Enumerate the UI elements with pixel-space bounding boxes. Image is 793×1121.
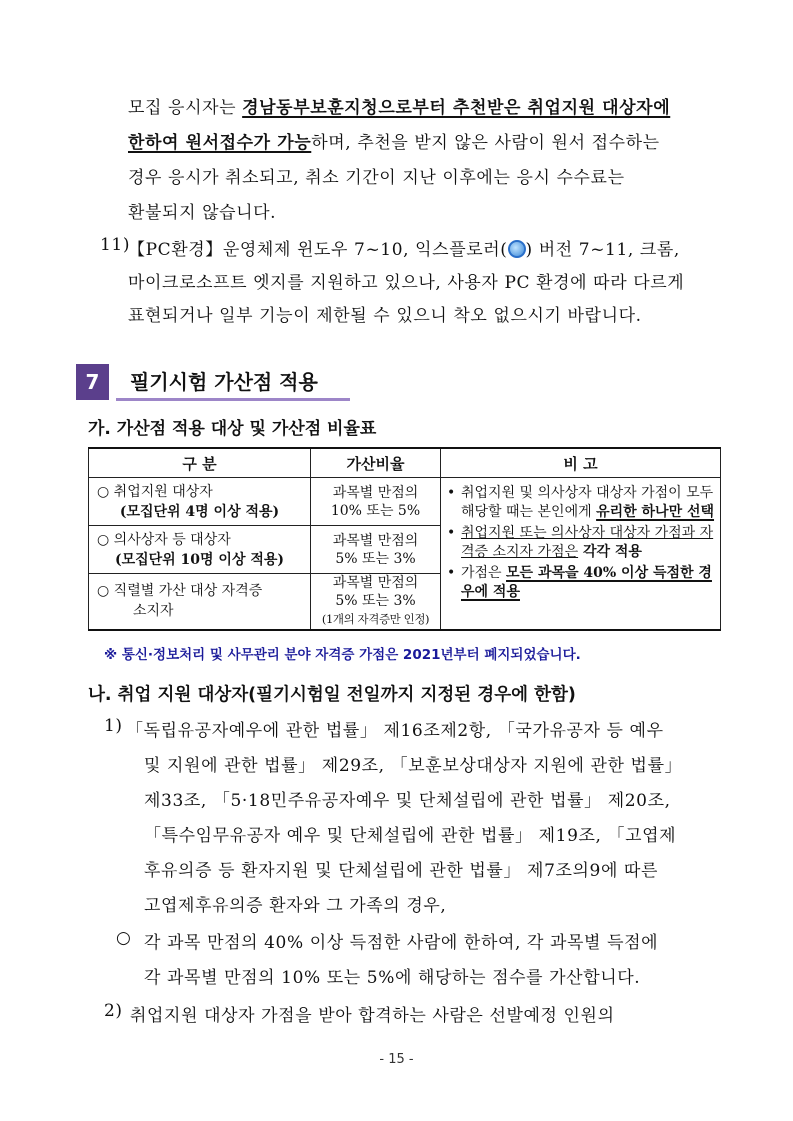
rate-cell — [311, 526, 441, 574]
category-text: ○ 의사상자 등 대상자 — [97, 531, 231, 548]
remark-2 — [445, 524, 716, 562]
rate-cell — [311, 478, 441, 526]
header-remarks: 비 고 — [441, 448, 721, 478]
page-number: - 15 - — [379, 1052, 414, 1067]
section-underline — [116, 398, 350, 401]
circle-line-1: 각 과목 만점의 40% 이상 득점한 사람에 한하여, 각 과목별 득점에 — [144, 933, 659, 953]
bonus-table — [88, 447, 721, 631]
item-11-text-b: ) 버전 7~11, 크롬, — [525, 240, 680, 260]
circle-bullet: ○ — [116, 928, 132, 948]
intro-line-4: 환불되지 않습니다. — [128, 203, 277, 223]
rate-text: 과목별 만점의 — [332, 484, 419, 501]
category-condition: 소지자 — [133, 603, 174, 620]
item-1-line-3: 제33조, 「5·18민주유공자예우 및 단체설립에 관한 법률」 제20조, — [144, 791, 671, 811]
category-condition: (모집단위 10명 이상 적용) — [114, 551, 285, 568]
intro-emphasis: 경남동부보훈지청으로부터 추천받은 취업지원 대상자에 — [242, 98, 671, 118]
remark-3-emphasis: 모든 과목을 40% 이상 득점한 경우에 적용 — [461, 565, 712, 600]
intro-text: 모집 응시자는 — [128, 98, 243, 118]
remark-2-emphasis: 각각 적용 — [578, 544, 642, 560]
remark-1-emphasis: 유리한 하나만 선택 — [596, 504, 715, 520]
item-1-line-2: 및 지원에 관한 법률」 제29조, 「보훈보상대상자 지원에 관한 법률」 — [144, 756, 683, 776]
category-cell — [89, 526, 311, 574]
category-cell — [89, 478, 311, 526]
intro-line-2 — [128, 128, 720, 153]
rate-text: 과목별 만점의 — [332, 575, 419, 592]
item-11-line-3: 표현되거나 일부 기능이 제한될 수 있으니 착오 없으시기 바랍니다. — [128, 306, 642, 326]
item-11-text-a: 【PC환경】운영체제 윈도우 7~10, 익스플로러( — [128, 240, 508, 260]
subheading-b: 나. 취업 지원 대상자(필기시험일 전일까지 지정된 경우에 한함) — [88, 685, 576, 705]
item-1-line-1: 「독립유공자예우에 관한 법률」 제16조제2항, 「국가유공자 등 예우 — [126, 721, 664, 741]
item-11-line-2: 마이크로소프트 엣지를 지원하고 있으나, 사용자 PC 환경에 따라 다르게 — [128, 273, 685, 293]
header-category: 구 분 — [89, 448, 311, 478]
intro-line-3: 경우 응시가 취소되고, 취소 기간이 지난 이후에는 응시 수수료는 — [128, 168, 625, 188]
internet-explorer-icon — [508, 240, 526, 258]
remark-3 — [445, 564, 716, 602]
abolished-note: ※ 통신·정보처리 및 사무관리 분야 자격증 가점은 2021년부터 폐지되었습니다. — [104, 647, 581, 663]
category-text: ○ 취업지원 대상자 — [97, 483, 213, 500]
remark-1 — [445, 484, 716, 522]
table-row — [89, 478, 721, 526]
remark-2-text: 취업지원 또는 의사상자 대상자 가점과 자격증 소지자 가점은 — [461, 525, 714, 560]
item-2-number: 2) — [104, 1001, 123, 1021]
section-number: 7 — [76, 364, 109, 400]
rate-note: (1개의 자격증만 인정) — [321, 612, 430, 627]
header-rate: 가산비율 — [311, 448, 441, 478]
circle-line-2: 각 과목별 만점의 10% 또는 5%에 해당하는 점수를 가산합니다. — [144, 968, 641, 988]
item-1-line-4: 「특수임무유공자 예우 및 단체설립에 관한 법률」 제19조, 「고엽제 — [144, 826, 677, 846]
rate-value: 10% 또는 5% — [330, 502, 421, 519]
remark-1-text: 취업지원 및 의사상자 대상자 가점이 모두 해당할 때는 본인에게 — [461, 485, 714, 520]
item-1-line-5: 후유의증 등 환자지원 및 단체설립에 관한 법률」 제7조의9에 따른 — [144, 861, 659, 881]
remark-3-text: 가점은 — [461, 565, 507, 581]
intro-emphasis-2: 한하여 원서접수가 가능 — [128, 133, 312, 153]
section-title: 필기시험 가산점 적용 — [130, 370, 318, 394]
subheading-a: 가. 가산점 적용 대상 및 가산점 비율표 — [88, 419, 377, 439]
rate-value: 5% 또는 3% — [335, 593, 416, 610]
item-1-line-6: 고엽제후유의증 환자와 그 가족의 경우, — [144, 896, 447, 916]
category-text: ○ 직렬별 가산 대상 자격증 — [97, 583, 263, 600]
rate-value: 5% 또는 3% — [335, 550, 416, 567]
remarks-cell — [441, 478, 721, 630]
item-11-number: 11) — [100, 235, 131, 255]
item-1-number: 1) — [104, 716, 123, 736]
category-cell — [89, 574, 311, 630]
item-11-line-1 — [128, 235, 680, 260]
rate-text: 과목별 만점의 — [332, 532, 419, 549]
intro-text-2: 하며, 추천을 받지 않은 사람이 원서 접수하는 — [311, 133, 660, 153]
item-2-line-1: 취업지원 대상자 가점을 받아 합격하는 사람은 선발예정 인원의 — [130, 1006, 615, 1026]
category-condition: (모집단위 4명 이상 적용) — [119, 503, 280, 520]
intro-line-1 — [128, 93, 720, 118]
rate-cell — [311, 574, 441, 630]
